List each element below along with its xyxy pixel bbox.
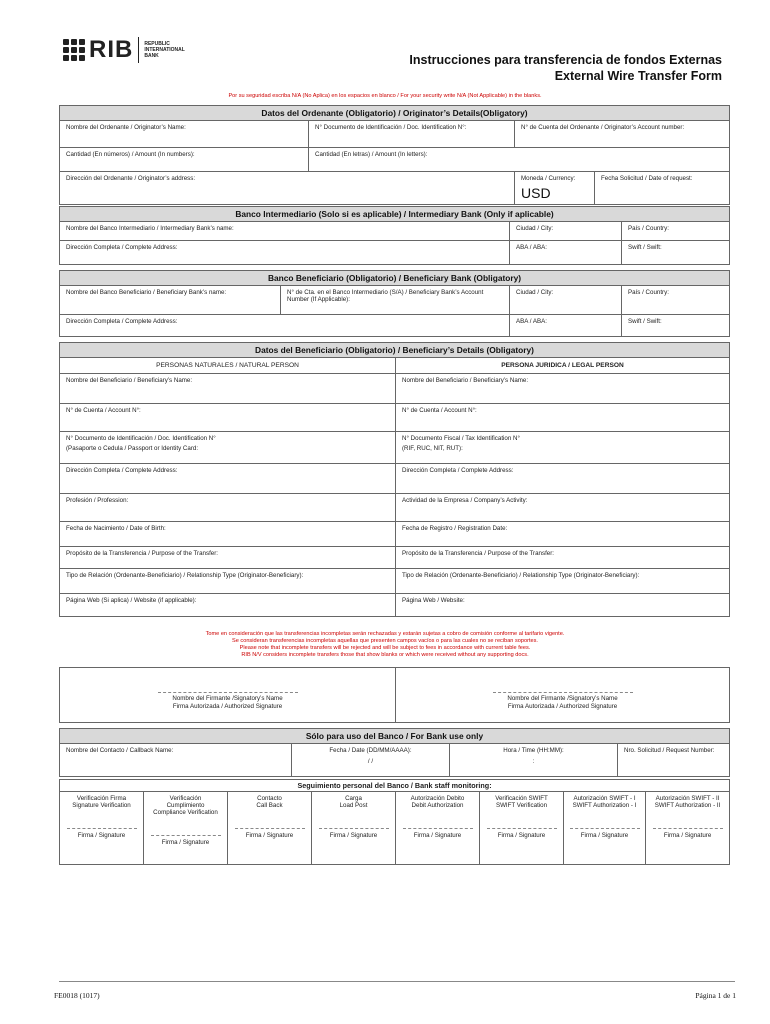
legal-account-field[interactable]: N° de Cuenta / Account N°: [396, 404, 730, 432]
beneficiary-bank-section [59, 270, 730, 337]
staff-col-compliance-verification[interactable]: Verificación Cumplimiento Compliance Verification Firma / Signature [144, 792, 228, 865]
registration-date-field[interactable]: Fecha de Registro / Registration Date: [396, 522, 730, 547]
intermediary-bank-section [59, 206, 730, 265]
request-number-field[interactable]: Nro. Solicitud / Request Number: [618, 744, 730, 777]
natural-website-field[interactable]: Página Web (Si aplica) / Website (if applicable): [60, 594, 396, 617]
bank-use-header: Sólo para uso del Banco / For Bank use only [60, 729, 730, 744]
intermediary-city-field[interactable]: Ciudad / City: [510, 222, 622, 241]
bank-logo [63, 36, 185, 64]
bank-time-field[interactable]: Hora / Time (HH:MM): : [450, 744, 618, 777]
natural-id-field[interactable]: N° Documento de Identificación / Doc. Identification N° (Pasaporte o Cedula / Passport or Identity Card: [60, 432, 396, 464]
originator-section [59, 105, 730, 205]
currency-value: USD [521, 185, 551, 201]
beneficiary-bank-city-field[interactable]: Ciudad / City: [510, 286, 622, 315]
company-activity-field[interactable]: Actividad de la Empresa / Company’s Activity: [396, 494, 730, 522]
originator-account-field[interactable]: N° de Cuenta del Ordenante / Originator’s Account number: [515, 121, 730, 148]
beneficiary-bank-account-field[interactable]: N° de Cta. en el Banco Intermediario (S/A) / Beneficiary Bank’s Account Number (If Applicable): [281, 286, 510, 315]
legal-person-header: PERSONA JURIDICA / LEGAL PERSON [396, 358, 730, 374]
staff-col-signature-verification[interactable]: Verificación Firma Signature Verification Firma / Signature [60, 792, 144, 865]
currency-field[interactable] [515, 172, 595, 205]
staff-col-load-post[interactable]: Carga Load Post Firma / Signature [312, 792, 396, 865]
incomplete-transfer-warning: Tome en consideración que las transferencias incompletas serán rechazadas y estarán sujetas a cobro de comisión conforme al tarifario vigente. Se consideran transferencias incompletas aquellas que presenten campos vacíos o para las cuales no se reciban soportes. Please note that incomplete transfers will be rejected and will be subject to fees in accordance with current table fees. RIB N/V considers incomplete transfers those that show blanks or which were received without any supporting docs. [205, 631, 565, 658]
page-number: Página 1 de 1 [695, 991, 736, 1000]
bank-date-field[interactable]: Fecha / Date (DD/MM/AAAA): / / [292, 744, 450, 777]
originator-header: Datos del Ordenante (Obligatorio) / Originator’s Details(Obligatory) [60, 106, 730, 121]
staff-col-call-back[interactable]: Contacto Call Back Firma / Signature [228, 792, 312, 865]
signature-section [59, 667, 730, 723]
signature-right[interactable]: Nombre del Firmante /Signatory’s Name Firma Autorizada / Authorized Signature [396, 668, 730, 723]
signature-left[interactable]: Nombre del Firmante /Signatory’s Name Firma Autorizada / Authorized Signature [60, 668, 396, 723]
originator-name-field[interactable]: Nombre del Ordenante / Originator’s Name: [60, 121, 309, 148]
amount-letters-field[interactable]: Cantidad (En letras) / Amount (In letters): [309, 148, 730, 172]
staff-monitoring-section [59, 779, 730, 865]
beneficiary-bank-aba-field[interactable]: ABA / ABA: [510, 315, 622, 337]
form-title [409, 52, 722, 84]
staff-monitoring-header: Seguimiento personal del Banco / Bank staff monitoring: [60, 780, 730, 792]
intermediary-country-field[interactable]: País / Country: [622, 222, 730, 241]
natural-relationship-field[interactable]: Tipo de Relación (Ordenante-Beneficiario) / Relationship Type (Originator-Beneficiary): [60, 569, 396, 594]
intermediary-swift-field[interactable]: Swift / Swift: [622, 241, 730, 265]
beneficiary-bank-swift-field[interactable]: Swift / Swift: [622, 315, 730, 337]
natural-purpose-field[interactable]: Propósito de la Transferencia / Purpose of the Transfer: [60, 547, 396, 569]
legal-address-field[interactable]: Dirección Completa / Complete Address: [396, 464, 730, 494]
form-code: FE0018 (1017) [54, 991, 100, 1000]
beneficiary-bank-name-field[interactable]: Nombre del Banco Beneficiario / Beneficiary Bank’s name: [60, 286, 281, 315]
natural-person-header: PERSONAS NATURALES / NATURAL PERSON [60, 358, 396, 374]
amount-numbers-field[interactable]: Cantidad (En números) / Amount (In numbers): [60, 148, 309, 172]
security-note: Por su seguridad escriba N/A (No Aplica) en los espacios en blanco / For your security write N/A (Not Applicable) in the blanks. [228, 93, 542, 99]
intermediary-address-field[interactable]: Dirección Completa / Complete Address: [60, 241, 510, 265]
beneficiary-bank-address-field[interactable]: Dirección Completa / Complete Address: [60, 315, 510, 337]
logo-mark-icon [63, 39, 85, 61]
currency-label: Moneda / Currency: [521, 175, 576, 182]
staff-col-swift-authorization-1[interactable]: Autorización SWIFT - I SWIFT Authorization - I Firma / Signature [564, 792, 646, 865]
legal-website-field[interactable]: Página Web / Website: [396, 594, 730, 617]
legal-name-field[interactable]: Nombre del Beneficiario / Beneficiary’s Name: [396, 374, 730, 404]
bank-use-section [59, 728, 730, 777]
legal-relationship-field[interactable]: Tipo de Relación (Ordenante-Beneficiario) / Relationship Type (Originator-Beneficiary): [396, 569, 730, 594]
originator-id-field[interactable]: N° Documento de Identificación / Doc. Identification N°: [309, 121, 515, 148]
intermediary-header: Banco Intermediario (Solo si es aplicable) / Intermediary Bank (Only if aplicable) [60, 207, 730, 222]
beneficiary-section [59, 342, 730, 617]
footer-divider [59, 981, 735, 982]
natural-address-field[interactable]: Dirección Completa / Complete Address: [60, 464, 396, 494]
intermediary-name-field[interactable]: Nombre del Banco Intermediario / Intermediary Bank’s name: [60, 222, 510, 241]
staff-col-swift-verification[interactable]: Verificación SWIFT SWIFT Verification Firma / Signature [480, 792, 564, 865]
logo-text: RIB [89, 36, 134, 63]
profession-field[interactable]: Profesión / Profession: [60, 494, 396, 522]
legal-purpose-field[interactable]: Propósito de la Transferencia / Purpose of the Transfer: [396, 547, 730, 569]
request-date-field[interactable]: Fecha Solicitud / Date of request: [595, 172, 730, 205]
callback-name-field[interactable]: Nombre del Contacto / Callback Name: [60, 744, 292, 777]
form-title-en: External Wire Transfer Form [554, 69, 722, 83]
staff-col-swift-authorization-2[interactable]: Autorización SWIFT - II SWIFT Authorization - II Firma / Signature [646, 792, 730, 865]
beneficiary-bank-header: Banco Beneficiario (Obligatorio) / Beneficiary Bank (Obligatory) [60, 271, 730, 286]
logo-subtitle: REPUBLIC INTERNATIONAL BANK [144, 40, 185, 60]
form-title-es: Instrucciones para transferencia de fondos Externas [409, 53, 722, 67]
intermediary-aba-field[interactable]: ABA / ABA: [510, 241, 622, 265]
natural-name-field[interactable]: Nombre del Beneficiario / Beneficiary’s Name: [60, 374, 396, 404]
staff-col-debit-authorization[interactable]: Autorización Debito Debit Authorization Firma / Signature [396, 792, 480, 865]
natural-account-field[interactable]: N° de Cuenta / Account N°: [60, 404, 396, 432]
legal-tax-id-field[interactable]: N° Documento Fiscal / Tax Identification N° (RIF, RUC, NIT, RUT): [396, 432, 730, 464]
birth-date-field[interactable]: Fecha de Nacimiento / Date of Birth: [60, 522, 396, 547]
originator-address-field[interactable]: Dirección del Ordenante / Originator’s address: [60, 172, 515, 205]
beneficiary-header: Datos del Beneficiario (Obligatorio) / Beneficiary’s Details (Obligatory) [60, 343, 730, 358]
beneficiary-bank-country-field[interactable]: País / Country: [622, 286, 730, 315]
